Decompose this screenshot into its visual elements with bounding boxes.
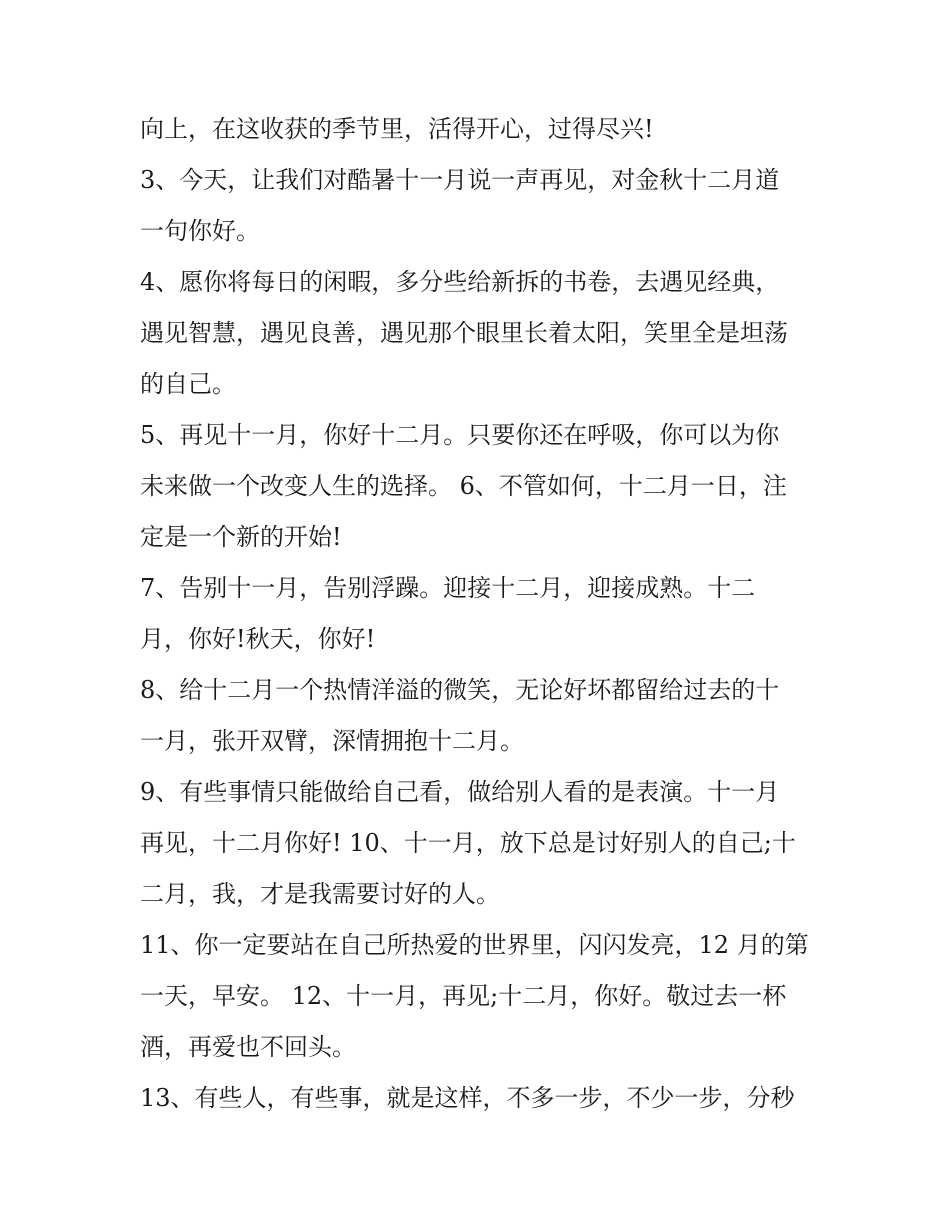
- text-line: 11、你一定要站在自己所热爱的世界里，闪闪发亮，12 月的第: [140, 931, 809, 959]
- text-line: 酒，再爱也不回头。: [140, 1033, 356, 1061]
- body-text: [140, 104, 820, 1124]
- text-line: 再见，十二月你好! 10、十一月，放下总是讨好别人的自己;十: [140, 829, 796, 857]
- text-line: 13、有些人，有些事，就是这样，不多一步，不少一步，分秒: [140, 1084, 795, 1112]
- text-line: 遇见智慧，遇见良善，遇见那个眼里长着太阳，笑里全是坦荡: [140, 319, 788, 347]
- text-line: 5、再见十一月，你好十二月。只要你还在呼吸，你可以为你: [140, 421, 780, 449]
- text-line: 4、愿你将每日的闲暇，多分些给新拆的书卷，去遇见经典，: [140, 268, 780, 296]
- text-line: 一天，早安。 12、十一月，再见;十二月，你好。敬过去一杯: [140, 982, 787, 1010]
- text-line: 月，你好!秋天，你好!: [140, 625, 376, 653]
- text-line: 定是一个新的开始!: [140, 523, 342, 551]
- text-line: 一月，张开双臂，深情拥抱十二月。: [140, 727, 524, 755]
- text-line: 7、告别十一月，告别浮躁。迎接十二月，迎接成熟。十二: [140, 574, 756, 602]
- text-line: 的自己。: [140, 370, 236, 398]
- text-line: 3、今天，让我们对酷暑十一月说一声再见，对金秋十二月道: [140, 166, 780, 194]
- text-line: 9、有些事情只能做给自己看，做给别人看的是表演。十一月: [140, 778, 780, 806]
- text-line: 二月，我，才是我需要讨好的人。: [140, 880, 500, 908]
- text-line: 一句你好。: [140, 217, 260, 245]
- text-line: 8、给十二月一个热情洋溢的微笑，无论好坏都留给过去的十: [140, 676, 780, 704]
- text-line: 向上，在这收获的季节里，活得开心，过得尽兴!: [140, 115, 654, 143]
- text-line: 未来做一个改变人生的选择。 6、不管如何，十二月一日，注: [140, 472, 787, 500]
